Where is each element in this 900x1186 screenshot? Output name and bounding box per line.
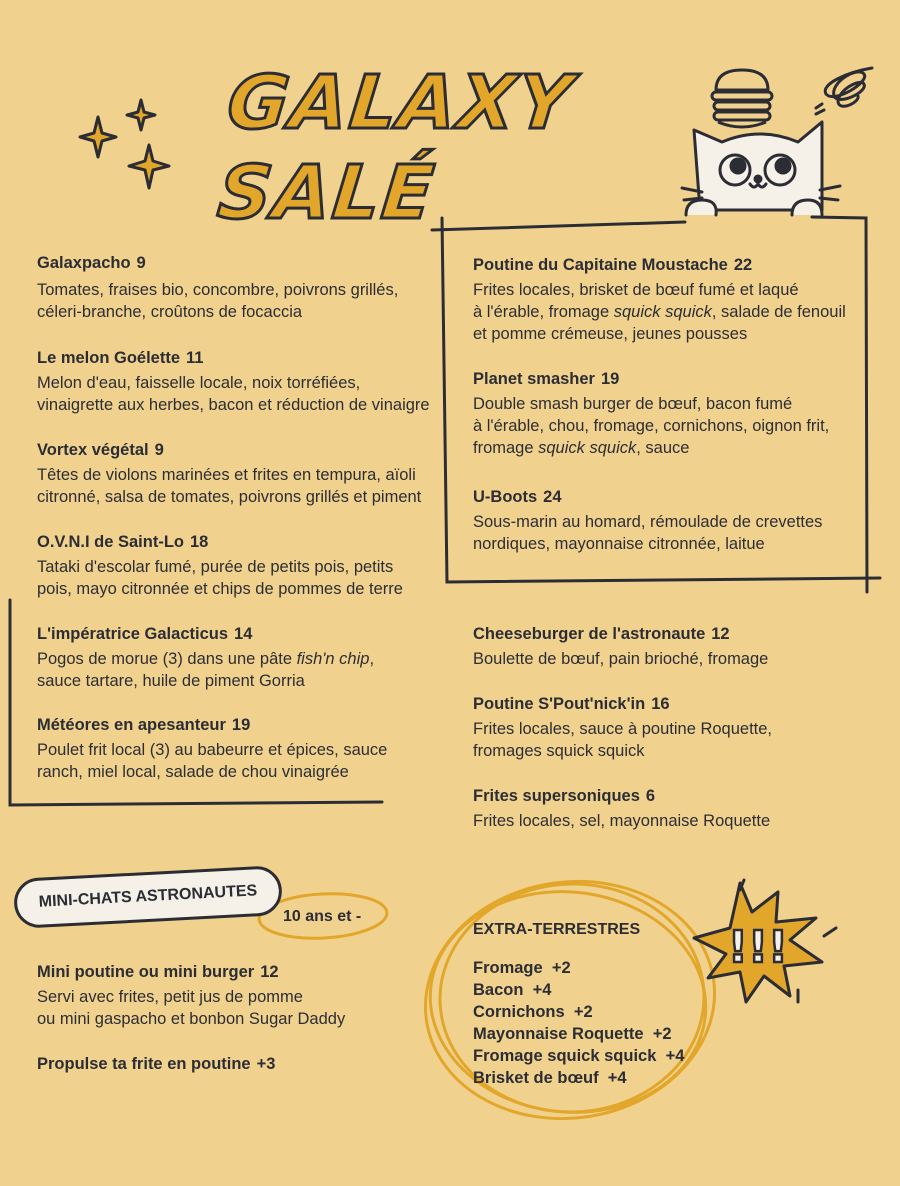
left_column-1-desc-0: Melon d'eau, faisselle locale, noix torréfiées, (37, 374, 361, 392)
extras-items-2-name: Cornichons (473, 1003, 565, 1021)
extras-items-3-price: +2 (652, 1025, 672, 1043)
extras-item (473, 957, 684, 979)
menu-item (473, 786, 770, 832)
right_column-0-desc2_post: , salade de fenouil (711, 303, 846, 321)
kids-age-label: 10 ans et - (283, 908, 362, 925)
left_column-1-desc-1: vinaigrette aux herbes, bacon et réduction de vinaigre (37, 396, 430, 414)
right_column-1-desc2: à l'érable, chou, fromage, cornichons, oignon frit, (473, 417, 830, 435)
right_column-1-desc1: Double smash burger de bœuf, bacon fumé (473, 395, 793, 413)
left_column-0-price: 9 (136, 254, 146, 272)
extras-items-0-price: +2 (551, 959, 571, 977)
right_column-1-price: 19 (600, 370, 620, 388)
extras-item (473, 1045, 684, 1067)
extras-items-1-name: Bacon (473, 981, 524, 999)
left_column-5-desc-0: Poulet frit local (3) au babeurre et épices, sauce (37, 741, 388, 759)
left_column-5-price: 19 (231, 716, 251, 734)
burst-icon (690, 878, 840, 1008)
menu-item (37, 715, 387, 783)
left_column-4-desc_post: , (369, 650, 375, 668)
right_column-5-name: Frites supersoniques (473, 787, 640, 805)
kids-items-0-price: 12 (260, 963, 279, 981)
right_column-1-name: Planet smasher (473, 370, 595, 388)
right_column-2-price: 24 (543, 488, 562, 506)
kids-badge: MINI-CHATS ASTRONAUTES (13, 865, 283, 929)
menu-item (37, 624, 374, 692)
right_column-1-desc3_pre: fromage (473, 439, 539, 457)
right_column-3-desc-0: Boulette de bœuf, pain brioché, fromage (473, 650, 769, 668)
right_column-2-desc-0: Sous-marin au homard, rémoulade de crevettes (473, 513, 823, 531)
right_column-4-desc-1: fromages squick squick (473, 742, 645, 760)
left_column-5-desc-1: ranch, miel local, salade de chou vinaigrée (37, 763, 349, 781)
right_column-1-desc3_post: , sauce (636, 439, 690, 457)
right_column-2-desc-1: nordiques, mayonnaise citronnée, laitue (473, 535, 765, 553)
right_column-0-desc2_pre: à l'érable, fromage (473, 303, 614, 321)
extras-title: EXTRA-TERRESTRES (473, 921, 641, 938)
right_column-0-price: 22 (733, 256, 753, 274)
kids-items-0-desc-0: Servi avec frites, petit jus de pomme (37, 988, 303, 1006)
extras-items-3-name: Mayonnaise Roquette (473, 1025, 644, 1043)
left_column-2-desc-1: citronné, salsa de tomates, poivrons grillés et piment (37, 488, 422, 506)
kids-items-0-name: Mini poutine ou mini burger (37, 963, 255, 981)
left_column-4-desc_pre: Pogos de morue (3) dans une pâte (37, 650, 297, 668)
menu-item (37, 253, 398, 323)
left_column-2-price: 9 (154, 441, 164, 459)
menu-item (37, 348, 430, 416)
right_column-5-price: 6 (645, 787, 656, 805)
burst-text: !!! (727, 922, 789, 973)
extras-item (473, 1001, 684, 1023)
right_column-4-price: 16 (651, 695, 670, 713)
menu-item (473, 624, 768, 670)
kids-items-1-name: Propulse ta frite en poutine (37, 1055, 251, 1073)
right_column-2-name: U-Boots (473, 488, 538, 506)
kids-items-1-price: +3 (256, 1055, 276, 1073)
right_column-4-desc-0: Frites locales, sauce à poutine Roquette, (473, 720, 773, 738)
right_column-3-name: Cheeseburger de l'astronaute (473, 625, 706, 643)
left_column-0-desc-1: céleri-branche, croûtons de focaccia (37, 303, 303, 321)
left_column-3-desc-0: Tataki d'escolar fumé, purée de petits pois, petits (37, 558, 394, 576)
menu-item (37, 1054, 275, 1074)
left_column-0-name: Galaxpacho (37, 254, 131, 272)
right_column-0-name: Poutine du Capitaine Moustache (473, 256, 728, 274)
extras-items-5-name: Brisket de bœuf (473, 1069, 599, 1087)
left_column-0-desc-0: Tomates, fraises bio, concombre, poivrons grillés, (37, 281, 399, 299)
left_column-4-price: 14 (234, 625, 253, 643)
right_column-4-name: Poutine S'Pout'nick'in (473, 695, 646, 713)
extras-item (473, 979, 684, 1001)
menu-item (473, 369, 829, 459)
right_column-1-desc3_italic: squick squick (538, 439, 637, 457)
left_column-2-name: Vortex végétal (37, 441, 149, 459)
kids-items-0-desc-1: ou mini gaspacho et bonbon Sugar Daddy (37, 1010, 346, 1028)
left_column-1-name: Le melon Goélette (37, 349, 181, 367)
left_column-3-name: O.V.N.I de Saint-Lo (37, 533, 184, 551)
extras-items-4-name: Fromage squick squick (473, 1047, 657, 1065)
menu-item (473, 694, 772, 762)
extras-items-0-name: Fromage (473, 959, 543, 977)
right_column-0-desc3: et pomme crémeuse, jeunes pousses (473, 325, 748, 343)
left_column-4-desc2: sauce tartare, huile de piment Gorria (37, 672, 305, 690)
left_column-5-name: Météores en apesanteur (37, 716, 226, 734)
menu-item (473, 255, 846, 345)
right_column-3-price: 12 (711, 625, 730, 643)
extras-items-1-price: +4 (532, 981, 552, 999)
right_column-5-desc-0: Frites locales, sel, mayonnaise Roquette (473, 812, 771, 830)
left_column-3-price: 18 (190, 533, 209, 551)
menu-item (37, 440, 421, 508)
left_column-3-desc-1: pois, mayo citronnée et chips de pommes de terre (37, 580, 403, 598)
right_column-0-desc2_italic: squick squick (613, 303, 712, 321)
extras-item (473, 1067, 684, 1089)
left_column-4-desc_italic: fish'n chip (296, 650, 370, 668)
menu-item (37, 532, 403, 600)
menu-item (473, 487, 822, 555)
left_column-4-name: L'impératrice Galacticus (37, 625, 229, 643)
extras-items-2-price: +2 (573, 1003, 593, 1021)
extras-items-4-price: +4 (665, 1047, 685, 1065)
extras-item (473, 1023, 684, 1045)
left_column-1-price: 11 (186, 349, 204, 367)
extras-items-5-price: +4 (607, 1069, 627, 1087)
restaurant-title: GALAXY SALÉ (214, 60, 578, 236)
right_column-0-desc1: Frites locales, brisket de bœuf fumé et laqué (473, 281, 799, 299)
extras-list (473, 957, 684, 1089)
left_column-2-desc-0: Têtes de violons marinées et frites en tempura, aïoli (37, 466, 416, 484)
menu-item (37, 962, 345, 1030)
